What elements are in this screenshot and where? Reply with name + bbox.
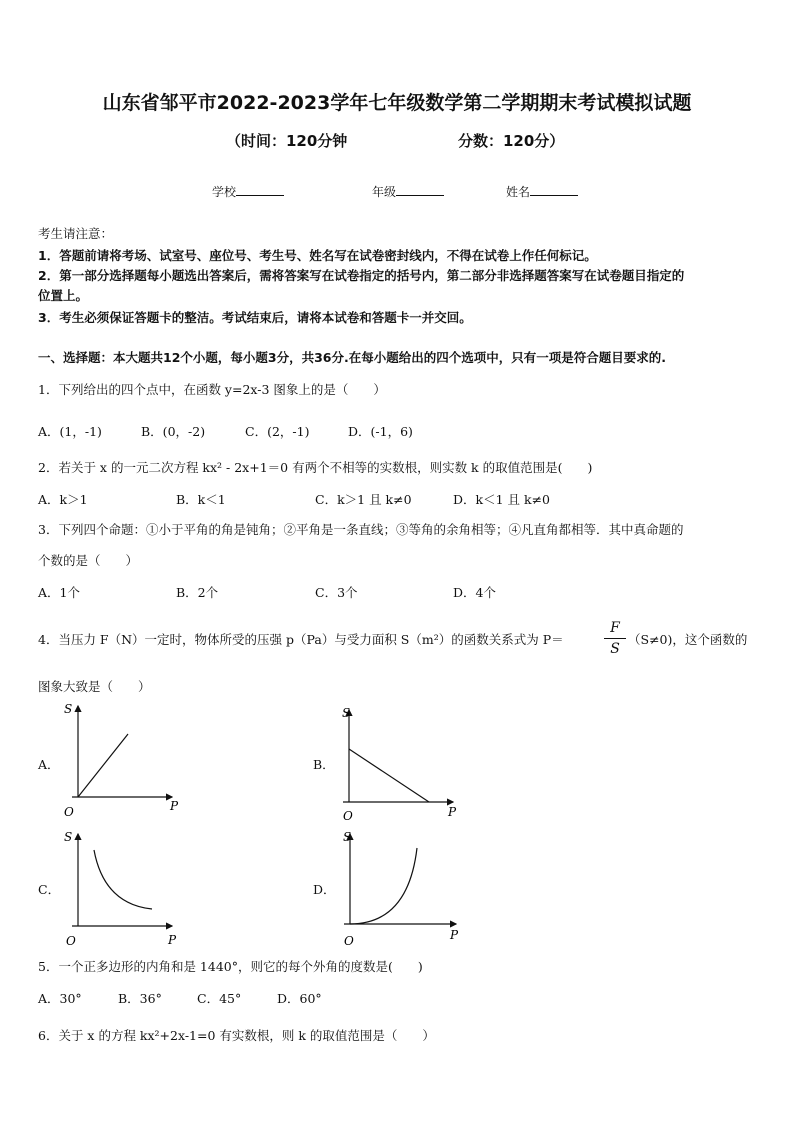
graph-curve — [349, 749, 429, 802]
graph-c-label: C． — [38, 882, 61, 897]
q3-option-c: C．3个 — [315, 585, 358, 600]
x-axis-label: P — [448, 805, 457, 819]
school-field — [212, 183, 284, 200]
q1-option-c: C．(2，-1) — [245, 424, 310, 439]
x-axis-label: P — [170, 799, 179, 813]
exam-time: （时间：120分钟 — [226, 132, 348, 150]
grade-label: 年级 — [372, 185, 397, 199]
x-axis-label: P — [450, 928, 459, 942]
q5-option-b: B．36° — [118, 991, 162, 1006]
fraction-numerator: F — [610, 620, 620, 636]
q3-option-b: B．2个 — [176, 585, 219, 600]
question-3-stem-line1: 3．下列四个命题：①小于平角的角是钝角；②平角是一条直线；③等角的余角相等；④凡直角都相等．其中真命题的 — [38, 522, 684, 537]
y-axis-label: S — [343, 830, 352, 844]
q3-option-a: A．1个 — [38, 585, 80, 600]
q1-option-d: D．(-1，6) — [348, 424, 413, 439]
name-field — [506, 183, 578, 200]
graph-curve — [78, 734, 128, 797]
exam-score: 分数：120分） — [458, 132, 565, 150]
grade-blank[interactable] — [396, 184, 444, 196]
name-blank[interactable] — [530, 184, 578, 196]
graph-curve — [94, 850, 152, 909]
q5-option-a: A．30° — [38, 991, 82, 1006]
notice-item: 位置上。 — [38, 288, 89, 303]
graph-d — [338, 826, 468, 948]
q1-option-a: A．(1，-1) — [38, 424, 102, 439]
page-title: 山东省邹平市2022-2023学年七年级数学第二学期期末考试模拟试题 — [102, 92, 692, 114]
q2-option-b: B．k＜1 — [176, 492, 226, 507]
fraction-denominator: S — [610, 641, 620, 657]
notice-heading: 考生请注意： — [38, 226, 114, 241]
q3-option-d: D．4个 — [453, 585, 496, 600]
graph-a — [60, 700, 190, 820]
question-2-stem: 2．若关于 x 的一元二次方程 kx² - 2x+1＝0 有两个不相等的实数根，则实数 k 的取值范围是( ) — [38, 460, 593, 475]
question-1-stem: 1．下列给出的四个点中，在函数 y=2x-3 图象上的是（ ） — [38, 382, 386, 397]
x-axis-label: P — [168, 933, 177, 947]
q5-option-c: C．45° — [197, 991, 242, 1006]
notice-item: 3．考生必须保证答题卡的整洁。考试结束后，请将本试卷和答题卡一并交回。 — [38, 310, 472, 325]
section-heading: 一、选择题：本大题共12个小题，每小题3分，共36分.在每小题给出的四个选项中，只有一项是符合题目要求的. — [38, 350, 666, 365]
question-4-stem-cont: （S≠0)，这个函数的 — [628, 632, 748, 647]
y-axis-label: S — [64, 830, 73, 844]
notice-item: 2．第一部分选择题每小题选出答案后，需将答案写在试卷指定的括号内，第二部分非选择题答案写在试卷题目指定的 — [38, 268, 685, 283]
school-label: 学校 — [212, 185, 237, 199]
graph-d-label: D． — [313, 882, 336, 897]
question-5-stem: 5．一个正多边形的内角和是 1440°，则它的每个外角的度数是( ) — [38, 959, 423, 974]
question-4-stem-line1: 4．当压力 F（N）一定时，物体所受的压强 p（Pa）与受力面积 S（m²）的函数关系式为 P＝ — [38, 632, 564, 647]
q5-option-d: D．60° — [277, 991, 322, 1006]
school-blank[interactable] — [236, 184, 284, 196]
graph-curve — [350, 848, 417, 924]
q1-option-b: B．(0，-2) — [141, 424, 206, 439]
q2-option-c: C．k＞1 且 k≠0 — [315, 492, 412, 507]
fraction-bar — [604, 638, 626, 639]
y-axis-label: S — [342, 706, 351, 720]
graph-b — [338, 702, 468, 822]
origin-label: O — [64, 805, 74, 819]
question-6-stem: 6．关于 x 的方程 kx²+2x-1=0 有实数根，则 k 的取值范围是（ ） — [38, 1028, 435, 1043]
name-label: 姓名 — [506, 185, 531, 199]
origin-label: O — [66, 934, 76, 948]
y-axis-label: S — [64, 702, 73, 716]
fraction-f-over-s — [604, 620, 626, 657]
graph-b-label: B． — [313, 757, 335, 772]
graph-a-label: A． — [38, 757, 60, 772]
notice-item: 1．答题前请将考场、试室号、座位号、考生号、姓名写在试卷密封线内，不得在试卷上作任何标记。 — [38, 248, 597, 263]
origin-label: O — [343, 809, 353, 822]
question-3-stem-line2: 个数的是（ ） — [38, 553, 139, 568]
grade-field — [372, 183, 444, 200]
question-4-stem-line2: 图象大致是（ ） — [38, 679, 151, 694]
origin-label: O — [344, 934, 354, 948]
q2-option-a: A．k＞1 — [38, 492, 88, 507]
graph-c — [60, 826, 190, 948]
q2-option-d: D．k＜1 且 k≠0 — [453, 492, 550, 507]
